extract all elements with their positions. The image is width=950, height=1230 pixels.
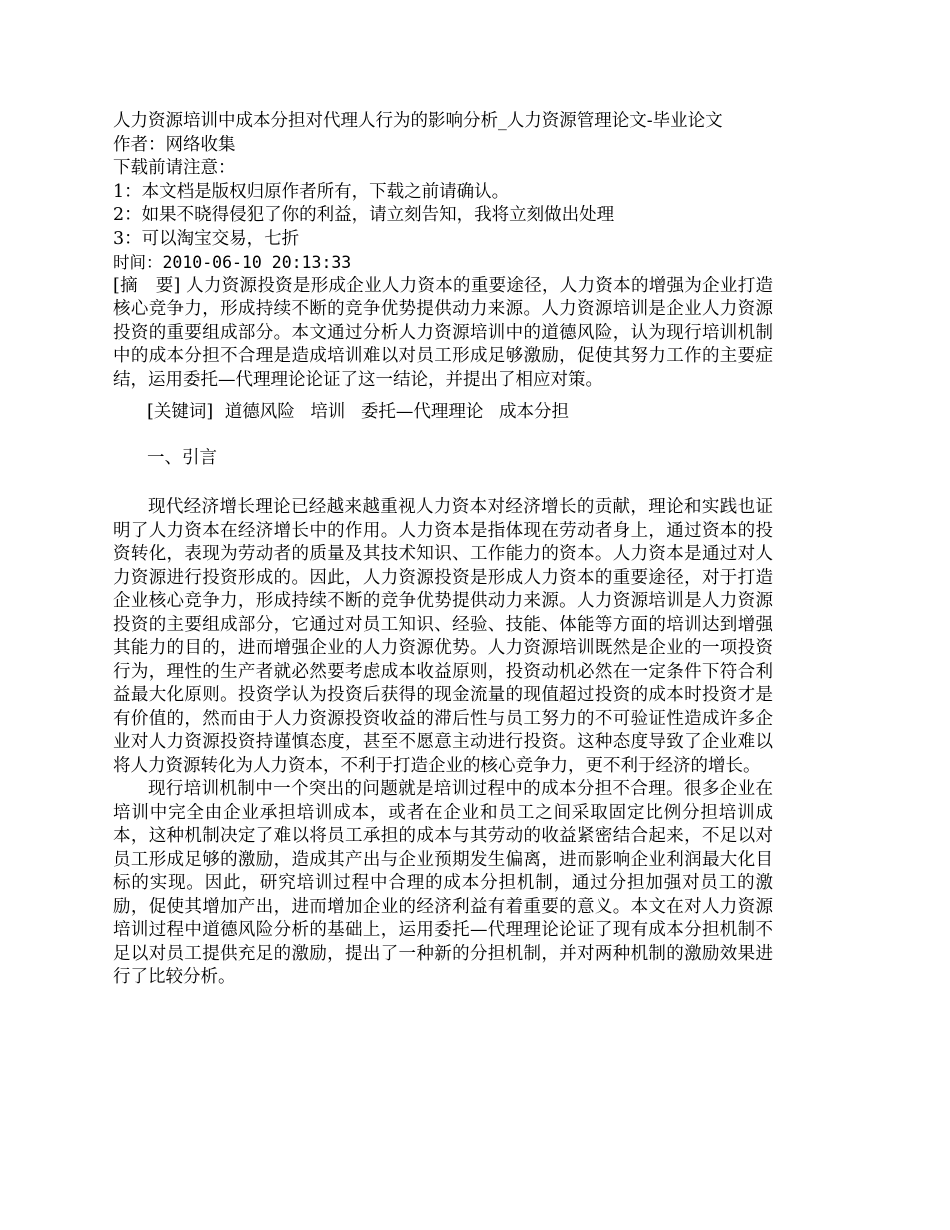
- timestamp: 时间：2010-06-10 20:13:33: [113, 253, 352, 272]
- section-heading: 一、引言: [147, 447, 217, 468]
- notice-item: 2：如果不晓得侵犯了你的利益，请立刻告知，我将立刻做出处理: [113, 205, 615, 225]
- keyword: 委托—代理理论: [360, 402, 484, 422]
- author-line: 作者：网络收集: [113, 134, 236, 155]
- notice-item: 3：可以淘宝交易，七折: [113, 228, 300, 249]
- document-title: 人力资源培训中成本分担对代理人行为的影响分析_人力资源管理论文-毕业论文: [113, 111, 723, 131]
- body-paragraph: 现代经济增长理论已经越来越重视人力资本对经济增长的贡献，理论和实践也证明了人力资本在经济增长中的作用。人力资本是指体现在劳动者身上，通过资本的投资转化，表现为劳动者的质量及其技术知识、工作能力的资本。人力资本是通过对人力资源进行投资形成的。因此，人力资源投资是形成人力资本的重要途径，对于打造企业核心竞争力，形成持续不断的竞争优势提供动力来源。人力资源培训是人力资源投资的主要组成部分，它通过对员工知识、经验、技能、体能等方面的培训达到增强其能力的目的，进而增强企业的人力资源优势。人力资源培训既然是企业的一项投资行为，理性的生产者就必然要考虑成本收益原则，投资动机必然在一定条件下符合利益最大化原则。投资学认为投资后获得的现金流量的现值超过投资的成本时投资才是有价值的，然而由于人力资源投资收益的滞后性与员工努力的不可验证性造成许多企业对人力资源投资持谨慎态度，甚至不愿意主动进行投资。这种态度导致了企业难以将人力资源转化为人力资本，不利于打造企业的核心竞争力，更不利于经济的增长。: [113, 497, 773, 776]
- keywords-line: [113, 401, 773, 425]
- abstract-paragraph: [摘 要] 人力资源投资是形成企业人力资本的重要途径，人力资本的增强为企业打造核心竞争力，形成持续不断的竞争优势提供动力来源。人力资源培训是企业人力资源投资的重要组成部分。本文通过分析人力资源培训中的道德风险，认为现行培训机制中的成本分担不合理是造成培训难以对员工形成足够激励，促使其努力工作的主要症结，运用委托—代理理论论证了这一结论，并提出了相应对策。: [113, 275, 773, 390]
- keyword: 成本分担: [498, 402, 569, 422]
- notice-heading: 下载前请注意：: [113, 158, 236, 178]
- document-page: [113, 110, 773, 990]
- body-paragraph: 现行培训机制中一个突出的问题就是培训过程中的成本分担不合理。很多企业在培训中完全由企业承担培训成本，或者在企业和员工之间采取固定比例分担培训成本，这种机制决定了难以将员工承担的成本与其劳动的收益紧密结合起来，不足以对员工形成足够的激励，造成其产出与企业预期发生偏离，进而影响企业利润最大化目标的实现。因此，研究培训过程中合理的成本分担机制，通过分担加强对员工的激励，促使其增加产出，进而增加企业的经济利益有着重要的意义。本文在对人力资源培训过程中道德风险分析的基础上，运用委托—代理理论论证了现有成本分担机制不足以对员工提供充足的激励，提出了一种新的分担机制，并对两种机制的激励效果进行了比较分析。: [113, 779, 773, 987]
- keyword: 培训: [310, 402, 346, 422]
- keyword: 道德风险: [224, 402, 295, 422]
- keywords-label: [关键词]: [147, 402, 214, 422]
- notice-item: 1：本文档是版权归原作者所有，下载之前请确认。: [113, 181, 510, 202]
